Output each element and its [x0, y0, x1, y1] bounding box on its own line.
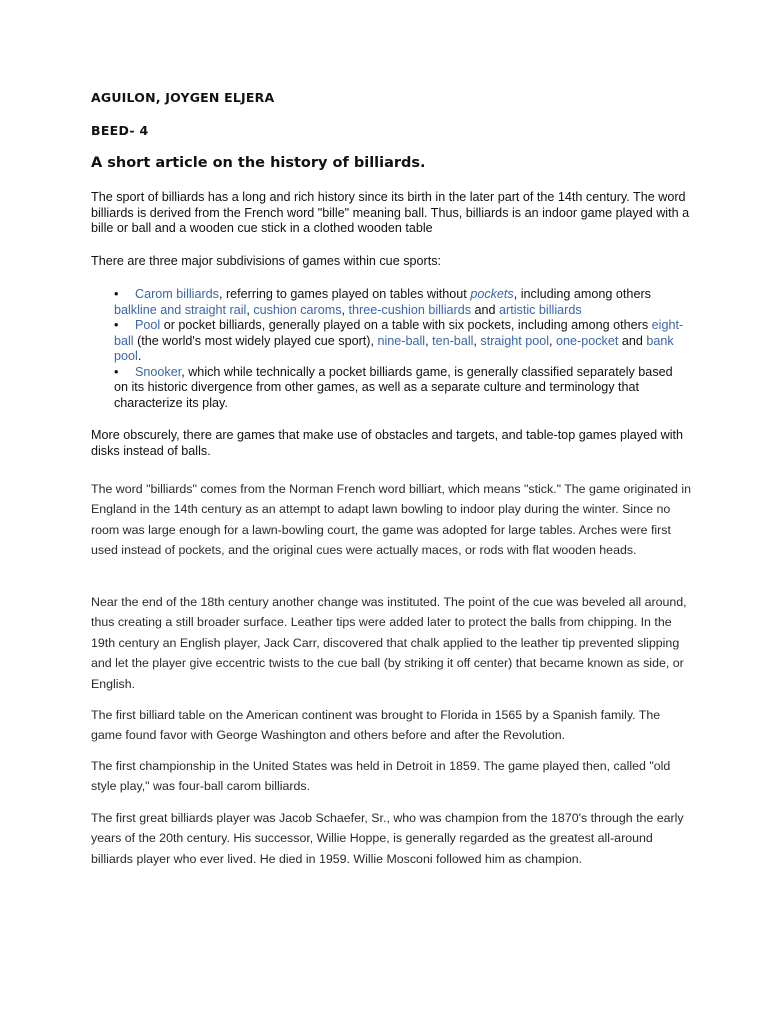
subdivisions-intro: There are three major subdivisions of games within cue sports: [91, 254, 441, 268]
list-item [114, 365, 684, 412]
link-one-pocket[interactable]: one-pocket [556, 333, 619, 348]
american-table-paragraph: The first billiard table on the American continent was brought to Florida in 1565 by a Spanish family. The game found favor with George Washington and others before and after the Revolution. [91, 708, 661, 743]
link-pool[interactable]: Pool [135, 318, 161, 332]
link-balkline[interactable]: balkline and straight rail [114, 302, 247, 317]
list-text: , [246, 302, 254, 317]
list-text: and [618, 333, 647, 348]
intro-paragraph: The sport of billiards has a long and rich history since its birth in the later part of the 14th century. The word billiards is derived from the French word "bille" meaning ball. Thus, billiards is an indoor game played with a bille or ball and a wooden cue stick in a clothed wooden table [91, 190, 690, 235]
link-cushion-caroms[interactable]: cushion caroms [253, 302, 342, 317]
link-artistic-billiards[interactable]: artistic billiards [499, 302, 582, 317]
obscure-games-paragraph: More obscurely, there are games that make use of obstacles and targets, and table-top games played with disks instead of balls. [91, 428, 683, 458]
link-pockets[interactable]: pockets [470, 287, 514, 301]
bullet-marker: • [114, 318, 119, 332]
bullet-marker: • [114, 364, 119, 379]
list-text: , which while technically a pocket billiards game, is generally classified separately based on its historic divergence from other games, as well as a separate culture and terminology that characterize its play. [114, 364, 673, 410]
article-title: A short article on the history of billiards. [91, 155, 426, 171]
list-text: (the world's most widely played cue sport), [133, 333, 378, 348]
subdivisions-list [114, 287, 684, 411]
great-players-paragraph: The first great billiards player was Jacob Schaefer, Sr., who was champion from the 1870's through the early years of the 20th century. His successor, Willie Hoppe, is generally regarded as the greatest all-around billiards player who ever lived. He died in 1959. Willie Mosconi followed him as champion. [91, 811, 684, 866]
list-text: , [341, 302, 349, 317]
list-text: , [549, 333, 557, 348]
link-carom-billiards[interactable]: Carom billiards [135, 287, 219, 301]
student-name: AGUILON, JOYGEN ELJERA [91, 90, 275, 105]
championship-paragraph: The first championship in the United States was held in Detroit in 1859. The game played then, called "old style play," was four-ball carom billiards. [91, 759, 671, 794]
list-text: and [471, 302, 500, 317]
list-text: . [137, 349, 142, 363]
cue-evolution-paragraph: Near the end of the 18th century another change was instituted. The point of the cue was beveled all around, thus creating a still broader surface. Leather tips were added later to protect the balls from chipping. In the 19th century an English player, Jack Carr, discovered that chalk applied to the leather tip prevented slipping and let the player give eccentric twists to the cue ball (by striking it off center) that became known as side, or English. [91, 595, 687, 691]
list-text: , [473, 333, 481, 348]
link-ten-ball[interactable]: ten-ball [432, 333, 474, 348]
link-three-cushion[interactable]: three-cushion billiards [348, 302, 472, 317]
link-eight-ball[interactable]: eight-ball [114, 318, 684, 348]
link-straight-pool[interactable]: straight pool [480, 333, 550, 348]
list-text: , [425, 333, 433, 348]
link-nine-ball[interactable]: nine-ball [377, 333, 426, 348]
list-text: , referring to games played on tables without [218, 287, 471, 301]
list-text: , including among others [513, 287, 651, 301]
list-item [114, 287, 684, 318]
etymology-paragraph: The word "billiards" comes from the Norman French word billiart, which means "stick." The game originated in England in the 14th century as an attempt to adapt lawn bowling to indoor play during the winter. Since no room was large enough for a lawn-bowling court, the game was adopted for large tables. Arches were first used instead of pockets, and the original cues were actually maces, or rods with flat wooden heads. [91, 482, 691, 558]
bullet-marker: • [114, 287, 119, 301]
list-item [114, 318, 684, 365]
link-bank-pool[interactable]: bank pool [114, 333, 674, 363]
list-text: or pocket billiards, generally played on a table with six pockets, including among others [160, 318, 652, 332]
course-label: BEED- 4 [91, 123, 149, 138]
link-snooker[interactable]: Snooker [135, 364, 182, 379]
